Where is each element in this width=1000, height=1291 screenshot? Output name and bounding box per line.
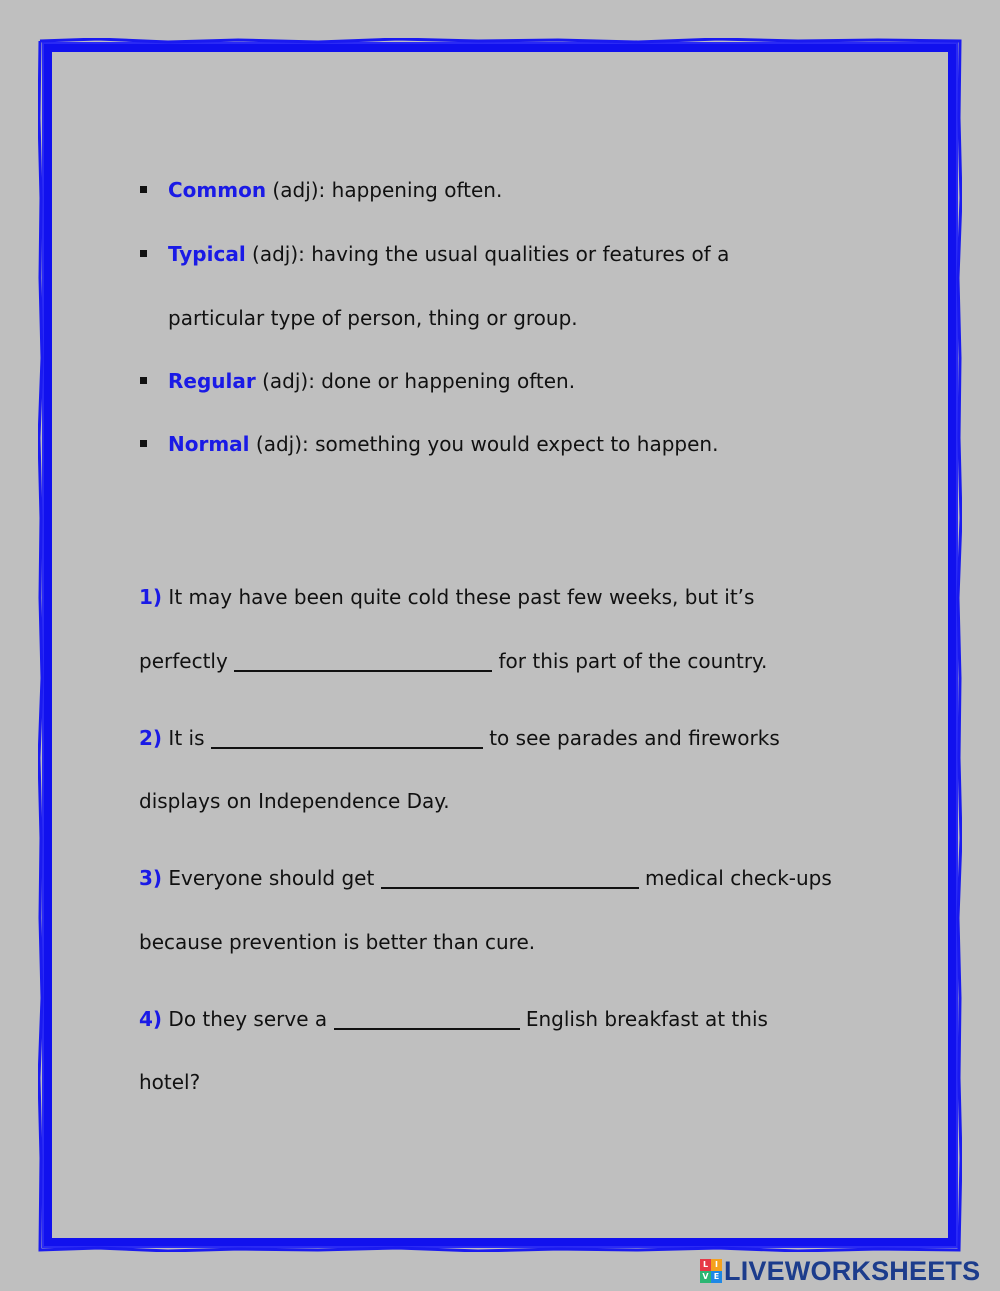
definition-typical-continuation: particular type of person, thing or group. [168,306,578,330]
question-text: to see parades and fireworks [482,726,780,750]
question-text: It is [162,726,211,750]
question-text: for this part of the country. [492,649,768,673]
term-typical: Typical [168,242,246,266]
question-4-line-1 [139,1005,768,1033]
bullet-marker [140,250,147,257]
question-1-line-2 [139,647,767,675]
answer-blank-3[interactable] [381,865,639,889]
logo-letter: I [711,1259,722,1271]
logo-letter: V [700,1271,711,1283]
bullet-marker [140,186,147,193]
definition-text: (adj): having the usual qualities or features of a [245,242,730,266]
definition-regular [168,367,575,395]
definition-text: (adj): done or happening often. [255,369,576,393]
definition-normal [168,430,718,458]
question-2-line-2: displays on Independence Day. [139,789,450,813]
term-normal: Normal [168,432,250,456]
answer-blank-4[interactable] [334,1006,520,1030]
question-3-line-1 [139,864,832,892]
term-common: Common [168,178,267,202]
definition-common [168,176,502,204]
definition-text: (adj): happening often. [266,178,503,202]
logo-text: LIVEWORKSHEETS [724,1255,981,1286]
question-text: medical check-ups [638,866,832,890]
question-2-line-1 [139,724,780,752]
liveworksheets-logo [700,1256,980,1286]
question-text: perfectly [139,649,235,673]
question-number: 4) [139,1007,163,1031]
question-text: It may have been quite cold these past few weeks, but it’s [162,585,755,609]
question-number: 3) [139,866,163,890]
question-text: Everyone should get [162,866,381,890]
question-1-line-1 [139,583,754,611]
question-number: 1) [139,585,163,609]
bullet-marker [140,377,147,384]
answer-blank-1[interactable] [234,648,492,672]
question-text: Do they serve a [162,1007,334,1031]
logo-letter: E [711,1271,722,1283]
answer-blank-2[interactable] [211,725,483,749]
question-number: 2) [139,726,163,750]
question-3-line-2: because prevention is better than cure. [139,930,536,954]
definition-text: (adj): something you would expect to happen. [249,432,719,456]
question-text: English breakfast at this [519,1007,768,1031]
question-4-line-2: hotel? [139,1070,201,1094]
term-regular: Regular [168,369,256,393]
logo-letter: L [700,1259,711,1271]
bullet-marker [140,440,147,447]
definition-typical [168,240,729,268]
liveworksheets-logo-icon [700,1259,722,1283]
